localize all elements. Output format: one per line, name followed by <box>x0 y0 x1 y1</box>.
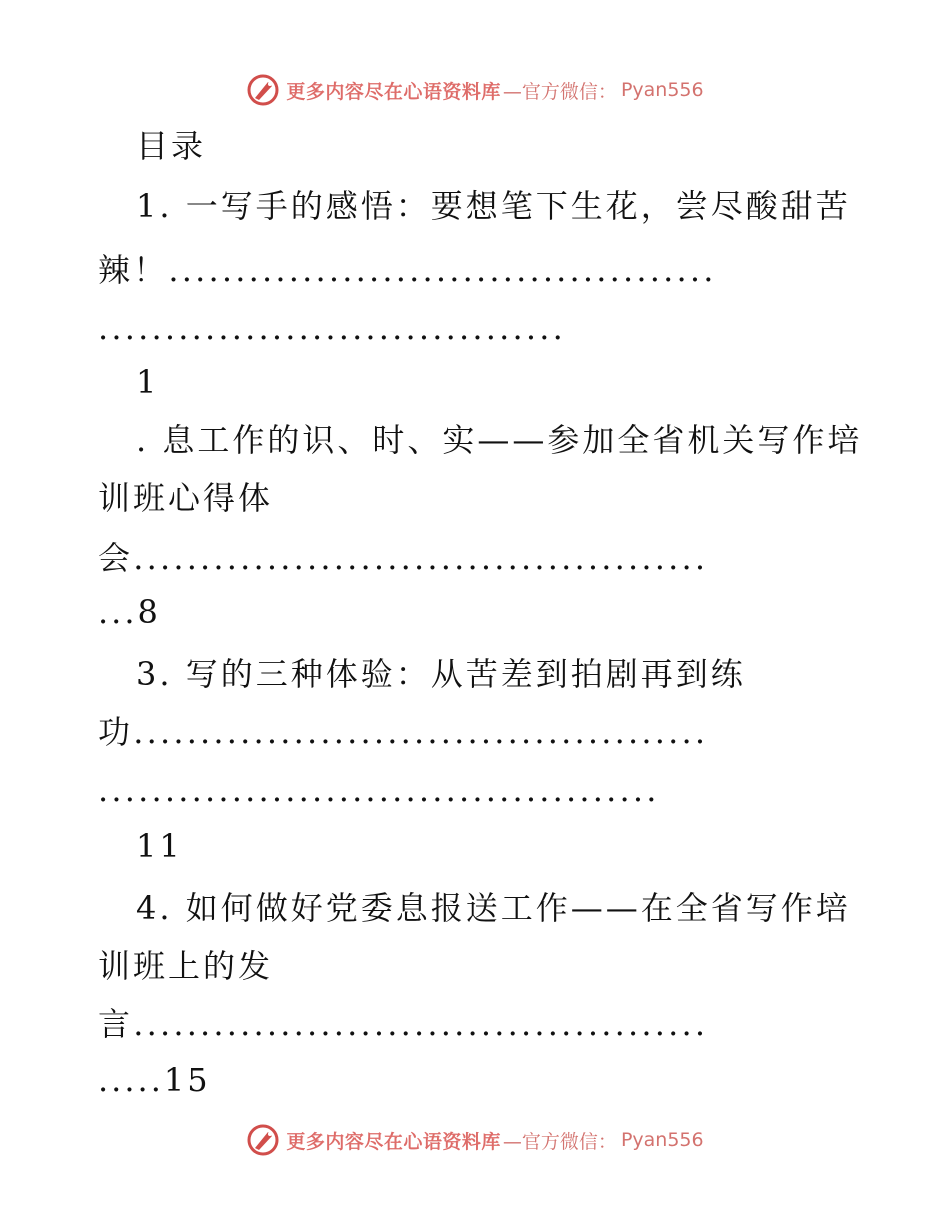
toc-entry-2-page: ...8 <box>98 593 161 631</box>
toc-entry-3-leader-cont: .......................................... <box>98 771 660 809</box>
watermark-separator: —官方微信： <box>502 1130 617 1153</box>
pen-logo-icon <box>246 73 280 107</box>
toc-heading: 目录 <box>136 127 207 165</box>
toc-entry-4-title[interactable]: 4. 如何做好党委息报送工作——在全省写作培 <box>136 889 851 927</box>
watermark-footer <box>0 1118 950 1162</box>
toc-entry-4-leader: 言........................................... <box>98 1005 709 1043</box>
toc-entry-3-page: 11 <box>136 827 183 865</box>
watermark-separator: —官方微信： <box>502 80 617 103</box>
toc-entry-3-leader: 功........................................... <box>98 713 709 751</box>
watermark-text: 更多内容尽在心语资料库 <box>286 1130 501 1153</box>
watermark-header <box>0 68 950 112</box>
watermark-wechat-id: Pyan556 <box>620 1129 704 1151</box>
pen-logo-icon <box>246 1123 280 1157</box>
toc-entry-2-title-cont: 训班心得体 <box>98 479 274 517</box>
toc-entry-4-title-cont: 训班上的发 <box>98 947 274 985</box>
watermark-text: 更多内容尽在心语资料库 <box>286 80 501 103</box>
toc-entry-1-leader: 辣！......................................... <box>98 251 717 289</box>
toc-entry-4-page: .....15 <box>98 1061 211 1099</box>
toc-entry-2-title[interactable]: . 息工作的识、时、实——参加全省机关写作培 <box>136 421 863 459</box>
watermark-wechat-id: Pyan556 <box>620 79 704 101</box>
toc-entry-1-title[interactable]: 1. 一写手的感悟：要想笔下生花，尝尽酸甜苦 <box>136 187 851 225</box>
toc-entry-1-page: 1 <box>136 363 160 401</box>
toc-entry-2-leader: 会........................................... <box>98 539 709 577</box>
toc-entry-1-leader-cont: ................................... <box>98 309 567 347</box>
toc-entry-3-title[interactable]: 3. 写的三种体验：从苦差到拍剧再到练 <box>136 655 746 693</box>
